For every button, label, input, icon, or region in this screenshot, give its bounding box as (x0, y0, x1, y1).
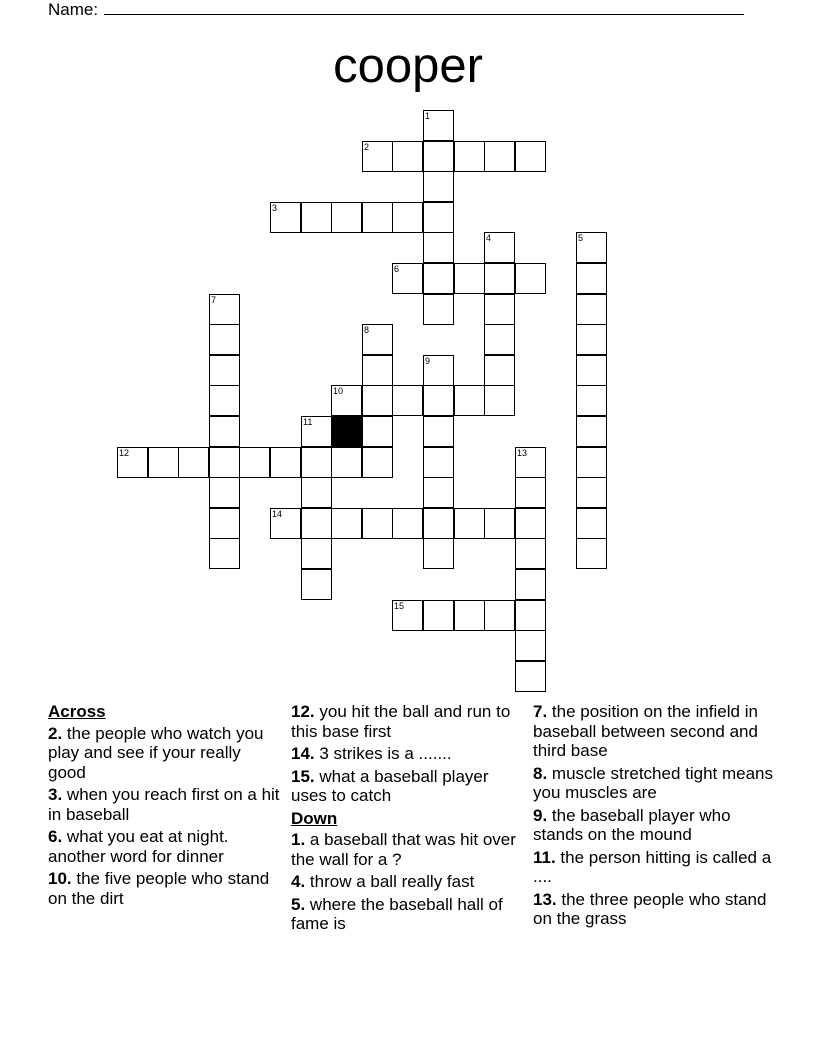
clue-item (291, 895, 523, 934)
answer-cell[interactable] (209, 355, 240, 386)
down-clue-list (291, 830, 523, 934)
clue-number: 2 (364, 142, 370, 152)
answer-cell[interactable] (454, 508, 485, 539)
clue-item (291, 872, 523, 892)
puzzle-title: cooper (333, 39, 483, 93)
answer-cell[interactable] (301, 538, 332, 569)
answer-cell[interactable] (362, 355, 393, 386)
answer-cell[interactable] (454, 600, 485, 631)
clue-item (291, 702, 523, 741)
answer-cell[interactable] (209, 294, 240, 325)
answer-cell[interactable] (484, 508, 515, 539)
clue-text: the baseball player who stands on the mound (533, 805, 731, 844)
clue-number-label: 1. (291, 830, 306, 849)
answer-cell[interactable] (362, 324, 393, 355)
clue-number: 6 (394, 264, 400, 274)
answer-cell[interactable] (484, 294, 515, 325)
clue-number: 11 (303, 417, 313, 427)
answer-cell[interactable] (392, 202, 423, 233)
answer-cell[interactable] (362, 447, 393, 478)
answer-cell[interactable] (331, 447, 362, 478)
clue-number-label: 14. (291, 744, 315, 763)
clue-number-label: 15. (291, 766, 315, 786)
answer-cell[interactable] (392, 141, 423, 172)
answer-cell[interactable] (576, 385, 607, 416)
answer-cell[interactable] (301, 569, 332, 600)
clue-number-label: 13. (533, 889, 557, 909)
clue-number-label: 5. (291, 894, 306, 914)
clue-text: 3 strikes is a ....... (314, 744, 452, 763)
clue-number: 5 (578, 233, 584, 243)
answer-cell[interactable] (331, 385, 362, 416)
answer-cell[interactable] (454, 141, 485, 172)
answer-cell[interactable] (209, 416, 240, 447)
clue-number: 15 (394, 601, 405, 611)
answer-cell[interactable] (484, 232, 515, 263)
answer-cell[interactable] (423, 263, 454, 294)
clue-number-label: 3. (48, 785, 63, 804)
answer-cell[interactable] (423, 600, 454, 631)
answer-cell[interactable] (239, 447, 270, 478)
answer-cell[interactable] (484, 355, 515, 386)
clue-text: the three people who stand on the grass (533, 889, 767, 928)
answer-cell[interactable] (362, 508, 393, 539)
answer-cell[interactable] (515, 661, 546, 692)
answer-cell[interactable] (423, 141, 454, 172)
answer-cell[interactable] (576, 294, 607, 325)
clue-text: what you eat at night. another word for dinner (48, 827, 229, 866)
clue-number-label: 12. (291, 702, 315, 721)
clue-number-label: 9. (533, 805, 548, 825)
clue-number: 8 (364, 325, 370, 335)
clue-text: the people who watch you play and see if your really good (48, 723, 264, 782)
answer-cell[interactable] (270, 447, 301, 478)
answer-cell[interactable] (301, 447, 332, 478)
answer-cell[interactable] (515, 600, 546, 631)
clue-item (48, 827, 280, 866)
clue-text: the five people who stand on the dirt (48, 869, 270, 908)
answer-cell[interactable] (576, 538, 607, 569)
answer-cell[interactable] (362, 385, 393, 416)
answer-cell[interactable] (576, 263, 607, 294)
clue-number-label: 6. (48, 827, 63, 846)
answer-cell[interactable] (423, 477, 454, 508)
clue-text: throw a ball really fast (305, 872, 475, 891)
clue-text: the person hitting is called a .... (533, 847, 772, 886)
clues-column-2 (291, 702, 523, 937)
across-heading: Across (48, 702, 106, 721)
answer-cell[interactable] (484, 385, 515, 416)
clue-number: 1 (425, 111, 431, 121)
answer-cell[interactable] (576, 416, 607, 447)
answer-cell[interactable] (423, 508, 454, 539)
answer-cell[interactable] (576, 477, 607, 508)
answer-cell[interactable] (576, 232, 607, 263)
answer-cell[interactable] (209, 508, 240, 539)
clue-text: the position on the infield in baseball between second and third base (533, 702, 758, 760)
clue-number-label: 10. (48, 869, 72, 888)
answer-cell[interactable] (423, 294, 454, 325)
clue-item (533, 806, 773, 845)
answer-cell[interactable] (454, 263, 485, 294)
answer-cell[interactable] (423, 202, 454, 233)
answer-cell[interactable] (423, 385, 454, 416)
name-label: Name: (48, 0, 99, 19)
down-clue-list-continued (533, 702, 773, 929)
clue-item (291, 767, 523, 806)
clue-item (533, 848, 773, 887)
answer-cell[interactable] (148, 447, 179, 478)
answer-cell[interactable] (515, 538, 546, 569)
clue-number-label: 4. (291, 872, 306, 891)
answer-cell[interactable] (576, 355, 607, 386)
answer-cell[interactable] (392, 263, 423, 294)
answer-cell[interactable] (301, 508, 332, 539)
clue-item (48, 724, 280, 783)
clues-column-3 (533, 702, 773, 932)
answer-cell[interactable] (209, 324, 240, 355)
answer-cell[interactable] (209, 385, 240, 416)
answer-cell[interactable] (362, 416, 393, 447)
answer-cell[interactable] (515, 508, 546, 539)
answer-cell[interactable] (270, 202, 301, 233)
clue-number-label: 2. (48, 723, 63, 743)
clue-item (291, 744, 523, 764)
answer-cell[interactable] (178, 447, 209, 478)
answer-cell[interactable] (515, 630, 546, 661)
black-square (331, 416, 362, 447)
across-clue-list (48, 724, 280, 909)
across-clue-list-continued (291, 702, 523, 806)
clue-item (48, 785, 280, 824)
answer-cell[interactable] (423, 538, 454, 569)
answer-cell[interactable] (270, 508, 301, 539)
answer-cell[interactable] (515, 447, 546, 478)
clue-number: 12 (119, 448, 130, 458)
answer-cell[interactable] (209, 477, 240, 508)
clue-text: you hit the ball and run to this base first (291, 702, 511, 741)
answer-cell[interactable] (423, 171, 454, 202)
clue-item (48, 869, 280, 908)
clue-item (533, 890, 773, 929)
answer-cell[interactable] (362, 141, 393, 172)
answer-cell[interactable] (117, 447, 148, 478)
answer-cell[interactable] (423, 447, 454, 478)
clue-text: what a baseball player uses to catch (291, 766, 489, 805)
clue-text: where the baseball hall of fame is (291, 894, 503, 933)
answer-cell[interactable] (515, 263, 546, 294)
clue-number: 10 (333, 386, 344, 396)
answer-cell[interactable] (484, 324, 515, 355)
down-heading: Down (291, 808, 338, 828)
clue-number: 4 (486, 233, 492, 243)
answer-cell[interactable] (392, 508, 423, 539)
answer-cell[interactable] (515, 477, 546, 508)
answer-cell[interactable] (576, 324, 607, 355)
clue-number: 14 (272, 509, 283, 519)
answer-cell[interactable] (331, 202, 362, 233)
answer-cell[interactable] (301, 416, 332, 447)
answer-cell[interactable] (515, 569, 546, 600)
clue-item (533, 764, 773, 803)
answer-cell[interactable] (423, 355, 454, 386)
clue-number: 7 (211, 295, 217, 305)
answer-cell[interactable] (392, 600, 423, 631)
clue-number-label: 8. (533, 763, 548, 783)
answer-cell[interactable] (484, 600, 515, 631)
clue-number-label: 7. (533, 702, 548, 721)
clue-text: when you reach first on a hit in baseball (48, 785, 280, 824)
answer-cell[interactable] (423, 416, 454, 447)
answer-cell[interactable] (576, 508, 607, 539)
answer-cell[interactable] (209, 447, 240, 478)
answer-cell[interactable] (362, 202, 393, 233)
clue-number: 9 (425, 356, 431, 366)
clue-number-label: 11. (533, 847, 556, 867)
answer-cell[interactable] (209, 538, 240, 569)
clue-number: 3 (272, 203, 278, 213)
answer-cell[interactable] (576, 447, 607, 478)
clue-text: muscle stretched tight means you muscles are (533, 763, 774, 802)
answer-cell[interactable] (301, 202, 332, 233)
answer-cell[interactable] (331, 508, 362, 539)
clue-text: a baseball that was hit over the wall for a ? (291, 830, 516, 869)
answer-cell[interactable] (454, 385, 485, 416)
answer-cell[interactable] (392, 385, 423, 416)
answer-cell[interactable] (484, 141, 515, 172)
answer-cell[interactable] (484, 263, 515, 294)
clue-item (291, 830, 523, 869)
answer-cell[interactable] (423, 232, 454, 263)
answer-cell[interactable] (423, 110, 454, 141)
clue-item (533, 702, 773, 761)
clue-number: 13 (517, 448, 528, 458)
clues-column-1 (48, 702, 280, 911)
answer-cell[interactable] (515, 141, 546, 172)
answer-cell[interactable] (301, 477, 332, 508)
